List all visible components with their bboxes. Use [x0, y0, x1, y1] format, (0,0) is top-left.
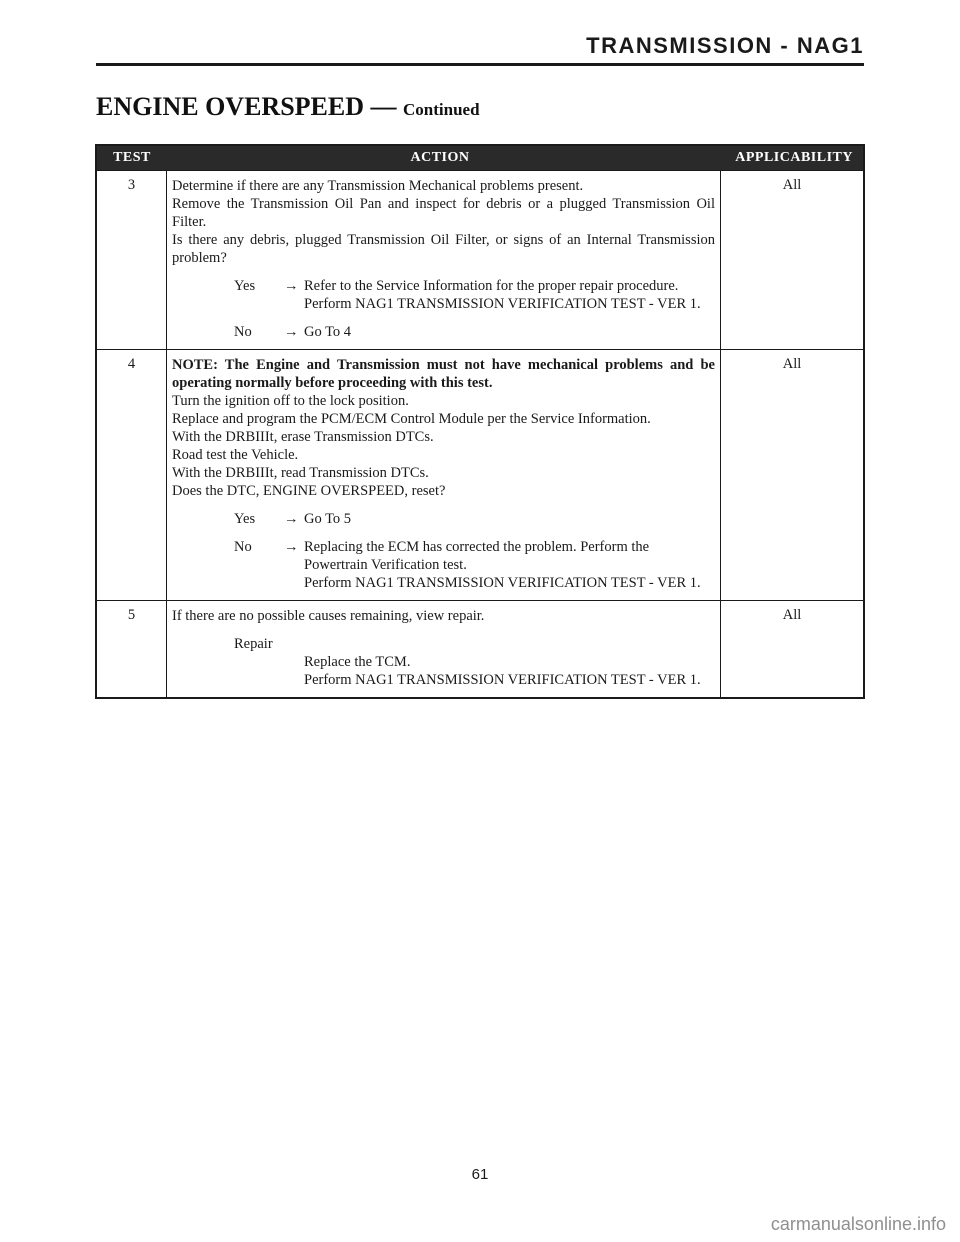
yes-text-continued: Perform NAG1 TRANSMISSION VERIFICATION TEST - VER 1. [304, 296, 701, 312]
running-header-title: TRANSMISSION - NAG1 [586, 33, 864, 58]
applicability-cell: All [782, 356, 802, 372]
arrow-icon: → [284, 278, 299, 294]
section-title [96, 92, 480, 122]
action-line: If there are no possible causes remaining, view repair. [172, 608, 485, 624]
yes-text: Refer to the Service Information for the proper repair procedure. [304, 278, 679, 294]
watermark: carmanualsonline.info [770, 1214, 946, 1234]
repair-block [172, 635, 715, 689]
no-answer [172, 323, 715, 341]
no-label: No [234, 324, 252, 340]
table-header [97, 146, 863, 170]
section-title-continued: Continued [403, 100, 480, 119]
action-line: Replace and program the PCM/ECM Control Module per the Service Information. [172, 411, 651, 427]
column-header-applicability: APPLICABILITY [735, 150, 853, 165]
action-cell [167, 601, 721, 697]
arrow-icon: → [284, 511, 299, 527]
arrow-icon: → [284, 324, 299, 340]
yes-answer [172, 510, 715, 528]
yes-label: Yes [234, 511, 256, 527]
no-label: No [234, 539, 252, 555]
column-header-action: ACTION [410, 150, 470, 165]
action-cell [167, 171, 721, 349]
section-title-text: ENGINE OVERSPEED — [96, 92, 397, 121]
yes-answer [172, 277, 715, 313]
action-line: Is there any debris, plugged Transmission Oil Filter, or signs of an Internal Transmission problem? [172, 232, 715, 266]
no-text-continued: Perform NAG1 TRANSMISSION VERIFICATION TEST - VER 1. [304, 575, 701, 591]
repair-label: Repair [234, 636, 273, 652]
diagnostic-table [95, 144, 865, 699]
table-row [97, 170, 863, 349]
applicability-cell: All [782, 177, 802, 193]
applicability-cell: All [782, 607, 802, 623]
yes-text: Go To 5 [304, 511, 352, 527]
action-line: Road test the Vehicle. [172, 447, 299, 463]
no-text: Go To 4 [304, 324, 352, 340]
test-number: 3 [97, 171, 167, 349]
no-text-continued: Powertrain Verification test. [304, 557, 467, 573]
action-line: Turn the ignition off to the lock position. [172, 393, 409, 409]
no-answer [172, 538, 715, 592]
arrow-icon: → [284, 539, 299, 555]
table-row [97, 349, 863, 600]
page-number: 61 [471, 1166, 489, 1183]
table-row [97, 600, 863, 697]
test-number: 4 [97, 350, 167, 600]
test-number: 5 [97, 601, 167, 697]
repair-line: Perform NAG1 TRANSMISSION VERIFICATION TEST - VER 1. [304, 672, 701, 688]
action-line: With the DRBIIIt, erase Transmission DTCs. [172, 429, 434, 445]
yes-label: Yes [234, 278, 256, 294]
repair-line: Replace the TCM. [304, 654, 411, 670]
action-line: With the DRBIIIt, read Transmission DTCs. [172, 465, 429, 481]
header-rule [96, 63, 864, 66]
note-text: NOTE: The Engine and Transmission must not have mechanical problems and be operating normally before proceeding with this test. [172, 357, 715, 391]
no-text: Replacing the ECM has corrected the problem. Perform the [304, 539, 650, 555]
action-line: Does the DTC, ENGINE OVERSPEED, reset? [172, 483, 446, 499]
action-cell [167, 350, 721, 600]
column-header-test: TEST [113, 150, 151, 165]
action-line: Remove the Transmission Oil Pan and inspect for debris or a plugged Transmission Oil Filter. [172, 196, 715, 230]
action-line: Determine if there are any Transmission Mechanical problems present. [172, 178, 584, 194]
